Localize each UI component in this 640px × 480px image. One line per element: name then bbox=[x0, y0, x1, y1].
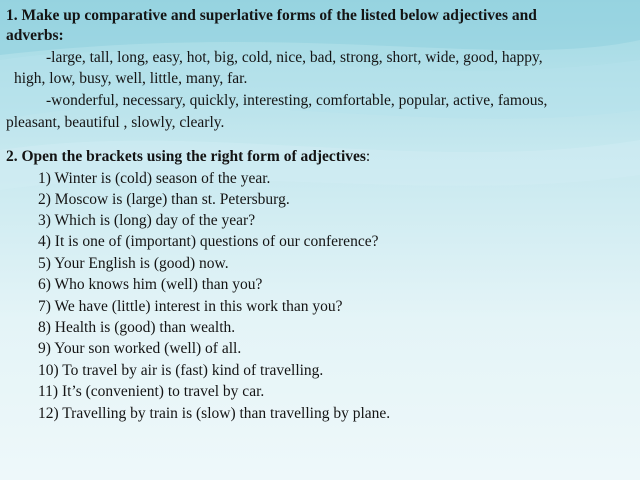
exercise-item: 6) Who knows him (well) than you? bbox=[38, 276, 263, 293]
section1-heading-line1: 1. Make up comparative and superlative forms of the listed below adjectives and bbox=[6, 7, 537, 24]
exercise-item: 10) To travel by air is (fast) kind of travelling. bbox=[38, 362, 324, 379]
exercise-item: 4) It is one of (important) questions of our conference? bbox=[38, 233, 379, 250]
exercise-item: 11) It’s (convenient) to travel by car. bbox=[38, 383, 265, 400]
exercise-item: 2) Moscow is (large) than st. Petersburg. bbox=[38, 191, 290, 208]
adjective-list-a-line2: high, low, busy, well, little, many, far. bbox=[14, 70, 248, 87]
adjective-list-b-line2: pleasant, beautiful , slowly, clearly. bbox=[6, 114, 225, 131]
exercise-item: 8) Health is (good) than wealth. bbox=[38, 319, 236, 336]
exercise-item: 1) Winter is (cold) season of the year. bbox=[38, 170, 271, 187]
section2-heading-colon: : bbox=[365, 148, 371, 165]
exercise-item: 5) Your English is (good) now. bbox=[38, 255, 229, 272]
section2-heading-text: 2. Open the brackets using the right form of adjectives bbox=[6, 148, 366, 165]
exercise-item: 7) We have (little) interest in this work than you? bbox=[38, 298, 343, 315]
exercise-item: 3) Which is (long) day of the year? bbox=[38, 212, 256, 229]
exercise-item: 9) Your son worked (well) of all. bbox=[38, 340, 242, 357]
exercise-item: 12) Travelling by train is (slow) than travelling by plane. bbox=[38, 405, 391, 422]
section1-heading-line2: adverbs: bbox=[6, 27, 64, 44]
adjective-list-a-line1: -large, tall, long, easy, hot, big, cold, nice, bad, strong, short, wide, good, happy, bbox=[46, 49, 543, 66]
section2-heading bbox=[6, 147, 370, 167]
adjective-list-b-line1: -wonderful, necessary, quickly, interesting, comfortable, popular, active, famous, bbox=[46, 92, 548, 109]
